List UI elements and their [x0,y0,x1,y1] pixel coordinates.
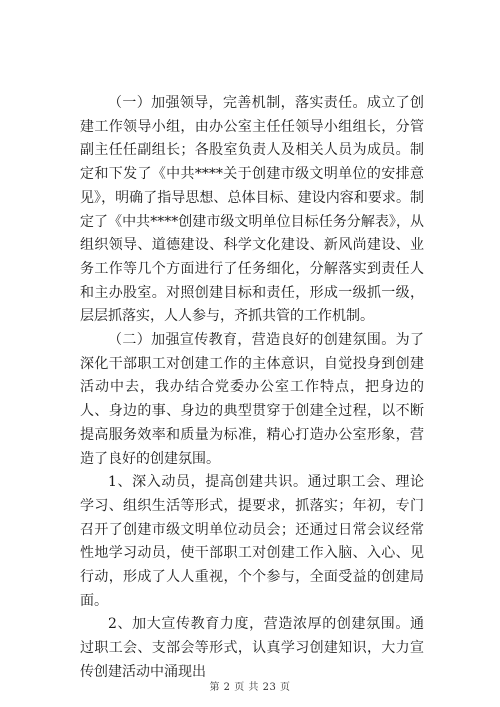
paragraph-publicity: （二）加强宣传教育，营造良好的创建氛围。为了深化干部职工对创建工作的主体意识，自觉投身到创建活动中去，我办结合党委办公室工作特点，把身边的人、身边的事、身边的典型贯穿于创建全过程，以不断提高服务效率和质量为标准，精心打造办公室形象，营造了良好的创建氛围。 [80,332,424,467]
paragraph-education: 2、加大宣传教育力度，营造浓厚的创建氛围。通过职工会、支部会等形式，认真学习创建知识，大力宣传创建活动中涌现出 [80,616,424,680]
paragraph-mobilization: 1、深入动员，提高创建共识。通过职工会、理论学习、组织生活等形式，提要求，抓落实；年初，专门召开了创建市级文明单位动员会；还通过日常会议经常性地学习动员，使干部职工对创建工作入脑、入心、见行动，形成了人人重视，个个参与，全面受益的创建局面。 [80,474,424,609]
document-body [80,92,424,685]
page-footer: 第 2 页 共 23 页 [209,682,291,693]
paragraph-leadership: （一）加强领导，完善机制，落实责任。成立了创建工作领导小组，由办公室主任任领导小组组长，分管副主任任副组长；各股室负责人及相关人员为成员。制定和下发了《中共****关于创建市级文明单位的安排意见》，明确了指导思想、总体目标、建设内容和要求。制定了《中共****创建市级文明单位目标任务分解表》，从组织领导、道德建设、科学文化建设、新风尚建设、业务工作等几个方面进行了任务细化，分解落实到责任人和主办股室。对照创建目标和责任，形成一级抓一级，层层抓落实，人人参与，齐抓共管的工作机制。 [80,95,424,325]
